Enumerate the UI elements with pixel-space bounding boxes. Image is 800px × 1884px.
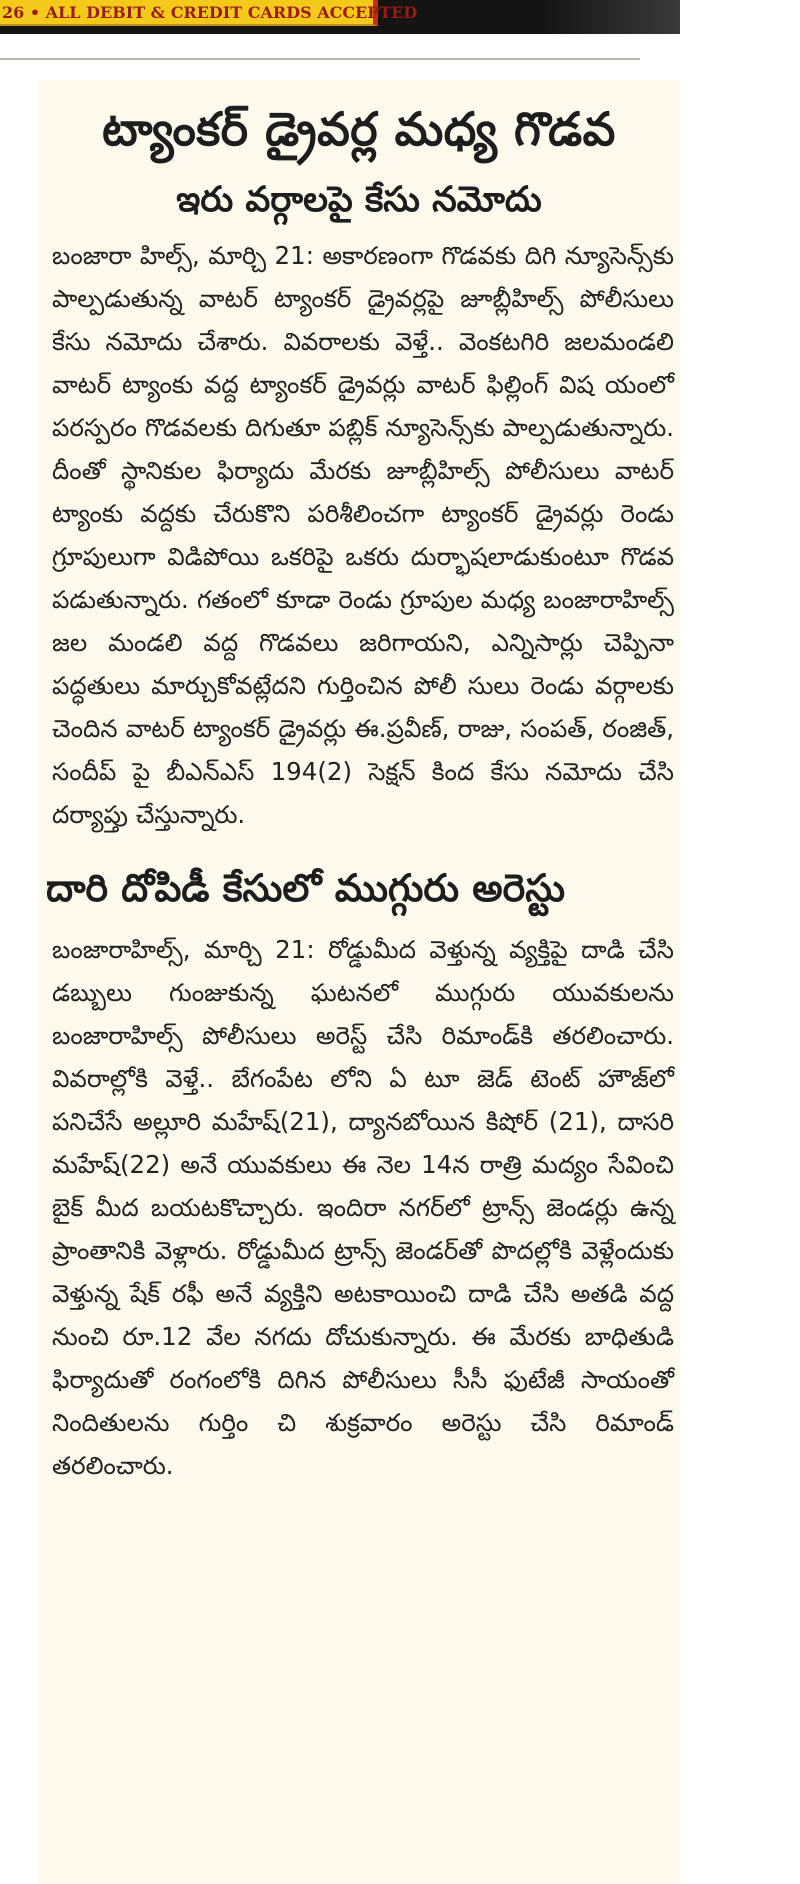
top-ad-strip bbox=[0, 0, 680, 34]
ad-banner-text: 26 • ALL DEBIT & CREDIT CARDS ACCEPTED bbox=[0, 0, 378, 26]
article-robbery-arrest bbox=[38, 858, 680, 1487]
top-divider-rule bbox=[0, 58, 640, 60]
article1-headline: ట్యాంకర్ డ్రైవర్ల మధ్య గొడవ bbox=[102, 102, 616, 156]
news-clipping bbox=[38, 80, 680, 1884]
article-tanker-drivers bbox=[38, 80, 680, 836]
article1-subheadline: ఇరు వర్గాలపై కేసు నమోదు bbox=[176, 180, 542, 220]
article1-body: బంజారా హిల్స్, మార్చి 21: అకారణంగా గొడవకు దిగి న్యూసెన్స్‌కు పాల్పడుతున్న వాటర్ ట్యాంకర్ డ్రైవర్లపై జూబ్లీహిల్స్ పోలీసులు కేసు నమోదు చేశారు. వివరాలకు వెళ్తే.. వెంకటగిరి జలమండలి వాటర్ ట్యాంకు వద్ద ట్యాంకర్ డ్రైవర్లు వాటర్ ఫిల్లింగ్ విష యంలో పరస్పరం గొడవలకు దిగుతూ పబ్లిక్ న్యూసెన్స్‌కు పాల్పడుతున్నారు. దీంతో స్థానికుల ఫిర్యాదు మేరకు జూబ్లీహిల్స్ పోలీసులు వాటర్ ట్యాంకు వద్దకు చేరుకొని పరిశీలించగా ట్యాంకర్ డ్రైవర్లు రెండు గ్రూపులుగా విడిపోయి ఒకరిపై ఒకరు దుర్భాషలాడుకుంటూ గొడవ పడుతున్నారు. గతంలో కూడా రెండు గ్రూపుల మధ్య బంజారాహిల్స్ జల మండలి వద్ద గొడవలు జరిగాయని, ఎన్నిసార్లు చెప్పినా పద్ధతులు మార్చుకోవట్లేదని గుర్తించిన పోలీ సులు రెండు వర్గాలకు చెందిన వాటర్ ట్యాంకర్ డ్రైవర్లు ఈ.ప్రవీణ్, రాజు, సంపత్, రంజిత్, సందీప్ పై బీఎన్ఎస్ 194(2) సెక్షన్ కింద కేసు నమోదు చేసి దర్యాప్తు చేస్తున్నారు. bbox=[52, 241, 674, 829]
article2-headline: దారి దోపిడీ కేసులో ముగ్గురు అరెస్టు bbox=[46, 866, 566, 910]
ad-strip-shade bbox=[540, 0, 680, 34]
article2-body: బంజారాహిల్స్, మార్చి 21: రోడ్డుమీద వెళ్తున్న వ్యక్తిపై దాడి చేసి డబ్బులు గుంజుకున్న ఘటనలో ముగ్గురు యువకులను బంజారాహిల్స్ పోలీసులు అరెస్ట్ చేసి రిమాండ్‌కి తరలించారు. వివరాల్లోకి వెళ్తే.. బేగంపేట లోని ఏ టూ జెడ్ టెంట్ హౌజ్‌లో పనిచేసే అల్లూరి మహేష్(21), ద్యానబోయిన కిషోర్ (21), దాసరి మహేష్(22) అనే యువకులు ఈ నెల 14న రాత్రి మద్యం సేవించి బైక్ మీద బయటకొచ్చారు. ఇందిరా నగర్‌లో ట్రాన్స్ జెండర్లు ఉన్న ప్రాంతానికి వెళ్లారు. రోడ్డుమీద ట్రాన్స్ జెండర్‌తో పొదల్లోకి వెళ్లేందుకు వెళ్తున్న షేక్ రఫీ అనే వ్యక్తిని అటకాయించి దాడి చేసి అతడి వద్ద నుంచి రూ.12 వేల నగదు దోచుకున్నారు. ఈ మేరకు బాధితుడి ఫిర్యాదుతో రంగంలోకి దిగిన పోలీసులు సీసీ ఫుటేజీ సాయంతో నిందితులను గుర్తిం చి శుక్రవారం అరెస్టు చేసి రిమాండ్ తరలించారు. bbox=[52, 935, 674, 1480]
